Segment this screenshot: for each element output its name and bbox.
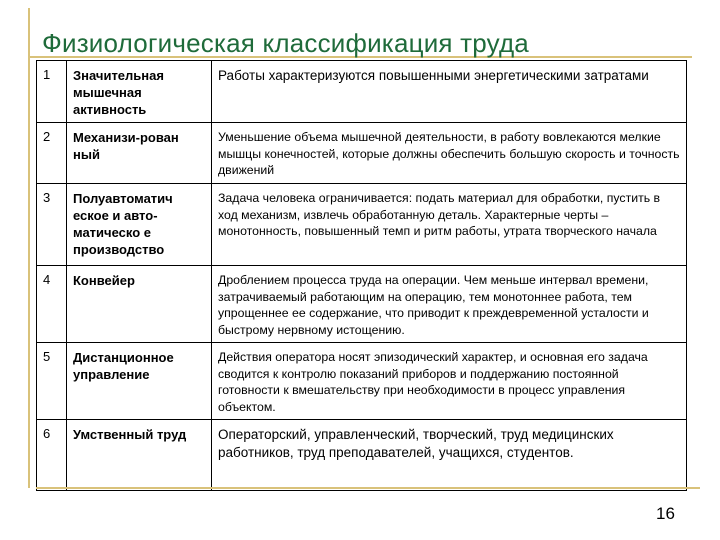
decorative-bottom-rule [36,487,700,489]
row-number: 1 [37,61,67,123]
row-description: Дроблением процесса труда на операции. Чем меньше интервал времени, затрачиваемый работающим на операцию, тем монотоннее работа, тем упрощеннее ее содержание, что приводит к преждевременной усталости и быстрому нервному истощению. [212,266,687,343]
row-number: 5 [37,343,67,420]
table-row [37,266,687,343]
row-category: Умственный труд [67,420,212,491]
slide-title: Физиологическая классификация труда [42,28,529,58]
row-number: 4 [37,266,67,343]
row-description: Уменьшение объема мышечной деятельности, в работу вовлекаются мелкие мышцы конечностей, которые должны обеспечить большую скорость и точность движений [212,123,687,184]
table-row [37,343,687,420]
row-description: Действия оператора носят эпизодический характер, и основная его задача сводится к контролю показаний приборов и поддержанию постоянной готовности к вмешательству при необходимости в процесс управления объектом. [212,343,687,420]
table-row [37,61,687,123]
page-number: 16 [656,504,675,523]
classification-table [36,60,687,491]
row-category: Значительная мышечная активность [67,61,212,123]
row-category: Механизи-рован ный [67,123,212,184]
table-row [37,123,687,184]
row-number: 2 [37,123,67,184]
row-category: Полуавтоматич еское и авто-матическо е производство [67,184,212,266]
row-number: 3 [37,184,67,266]
row-category: Конвейер [67,266,212,343]
decorative-vertical-line [28,8,30,488]
row-description: Работы характеризуются повышенными энергетическими затратами [212,61,687,123]
row-category: Дистанционное управление [67,343,212,420]
row-description: Задача человека ограничивается: подать материал для обработки, пустить в ход механизм, извлечь обработанную деталь. Характерные черты – монотонность, повышенный темп и ритм работы, утрата творческого начала [212,184,687,266]
row-description: Операторский, управленческий, творческий, труд медицинских работников, труд преподавателей, учащихся, студентов. [212,420,687,491]
row-number: 6 [37,420,67,491]
table-row [37,184,687,266]
table-row [37,420,687,491]
